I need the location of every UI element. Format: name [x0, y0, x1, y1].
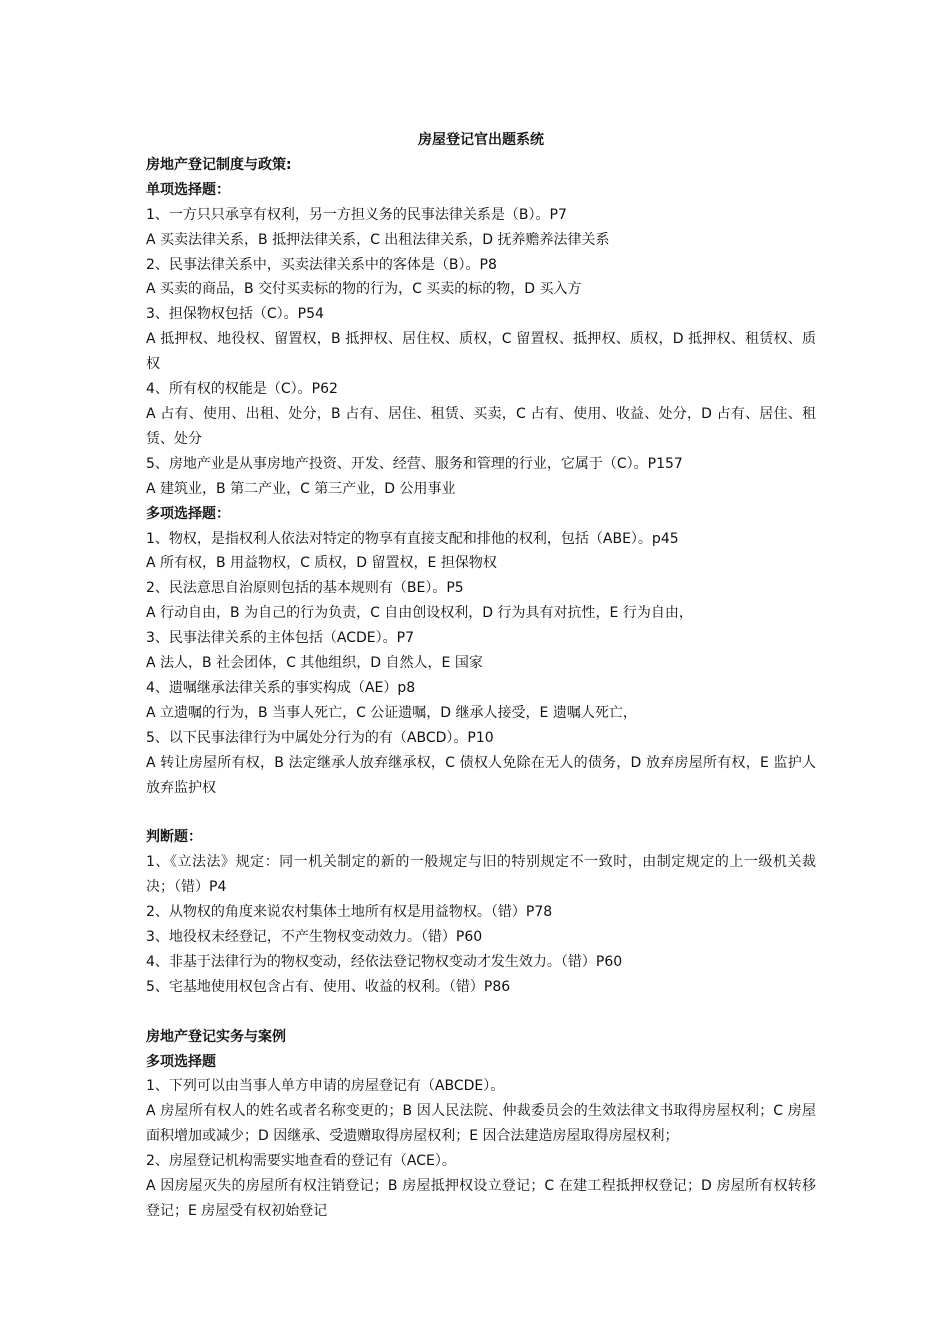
- practice-options-1: A 房屋所有权人的姓名或者名称变更的；B 因人民法院、仲裁委员会的生效法律文书取得房屋权利；C 房屋面积增加或减少；D 因继承、受遗赠取得房屋权利；E 因合法建造房屋取得房屋权利；: [146, 1103, 816, 1145]
- single-options-5: A 建筑业，B 第二产业，C 第三产业，D 公用事业: [146, 480, 456, 497]
- multi-question-2: 2、民法意思自治原则包括的基本规则有（BE）。P5: [146, 580, 464, 597]
- multi-options-5: A 转让房屋所有权，B 法定继承人放弃继承权，C 债权人免除在无人的债务，D 放弃房屋所有权，E 监护人放弃监护权: [146, 754, 816, 796]
- single-question-5: 5、房地产业是从事房地产投资、开发、经营、服务和管理的行业，它属于（C）。P157: [146, 455, 683, 472]
- judgment-item-5: 5、宅基地使用权包含占有、使用、收益的权利。（错）P86: [146, 978, 511, 995]
- single-question-3: 3、担保物权包括（C）。P54: [146, 306, 324, 323]
- single-options-4: A 占有、使用、出租、处分，B 占有、居住、租赁、买卖，C 占有、使用、收益、处分，D 占有、居住、租赁、处分: [146, 405, 816, 447]
- judgment-item-1: 1、《立法法》规定：同一机关制定的新的一般规定与旧的特别规定不一致时，由制定规定的上一级机关裁决；（错）P4: [146, 854, 816, 896]
- single-choice-heading: 单项选择题：: [146, 181, 230, 198]
- document-title: 房屋登记官出题系统: [418, 132, 544, 148]
- multi-question-3: 3、民事法律关系的主体包括（ACDE）。P7: [146, 630, 414, 647]
- practice-question-1: 1、下列可以由当事人单方申请的房屋登记有（ABCDE）。: [146, 1078, 505, 1095]
- single-question-2: 2、民事法律关系中，买卖法律关系中的客体是（B）。P8: [146, 256, 497, 273]
- judgment-heading: 判断题：: [146, 829, 202, 846]
- practice-options-2: A 因房屋灭失的房屋所有权注销登记；B 房屋抵押权设立登记；C 在建工程抵押权登记；D 房屋所有权转移登记；E 房屋受有权初始登记: [146, 1178, 816, 1219]
- single-options-3: A 抵押权、地役权、留置权，B 抵押权、居住权、质权，C 留置权、抵押权、质权，D 抵押权、租赁权、质权: [146, 331, 816, 373]
- multi-choice-heading: 多项选择题：: [146, 505, 230, 522]
- practice-multi-heading: 多项选择题: [146, 1053, 216, 1070]
- judgment-item-3: 3、地役权未经登记，不产生物权变动效力。（错）P60: [146, 928, 483, 945]
- single-question-1: 1、一方只只承享有权利，另一方担义务的民事法律关系是（B）。P7: [146, 206, 567, 223]
- multi-options-2: A 行动自由，B 为自己的行为负责，C 自由创设权利，D 行为具有对抗性，E 行为自由，: [146, 605, 693, 622]
- single-options-1: A 买卖法律关系，B 抵押法律关系，C 出租法律关系，D 抚养赡养法律关系: [146, 231, 610, 248]
- practice-question-2: 2、房屋登记机构需要实地查看的登记有（ACE）。: [146, 1153, 456, 1170]
- section-heading-practice: 房地产登记实务与案例: [146, 1028, 286, 1045]
- section-heading-policy: 房地产登记制度与政策:: [146, 156, 292, 173]
- multi-question-4: 4、遗嘱继承法律关系的事实构成（AE）p8: [146, 679, 416, 696]
- multi-options-4: A 立遗嘱的行为，B 当事人死亡，C 公证遗嘱，D 继承人接受，E 遗嘱人死亡，: [146, 704, 637, 721]
- judgment-item-2: 2、从物权的角度来说农村集体土地所有权是用益物权。（错）P78: [146, 904, 553, 921]
- blank-line: [146, 1000, 816, 1025]
- judgment-item-4: 4、非基于法律行为的物权变动，经依法登记物权变动才发生效力。（错）P60: [146, 953, 623, 970]
- multi-question-5: 5、以下民事法律行为中属处分行为的有（ABCD）。P10: [146, 729, 494, 746]
- blank-line: [146, 800, 816, 825]
- single-options-2: A 买卖的商品，B 交付买卖标的物的行为，C 买卖的标的物，D 买入方: [146, 281, 582, 298]
- multi-options-3: A 法人，B 社会团体，C 其他组织，D 自然人，E 国家: [146, 655, 483, 672]
- multi-question-1: 1、物权，是指权利人依法对特定的物享有直接支配和排他的权利，包括（ABE）。p45: [146, 530, 679, 547]
- multi-options-1: A 所有权，B 用益物权，C 质权，D 留置权，E 担保物权: [146, 555, 497, 572]
- single-question-4: 4、所有权的权能是（C）。P62: [146, 381, 338, 398]
